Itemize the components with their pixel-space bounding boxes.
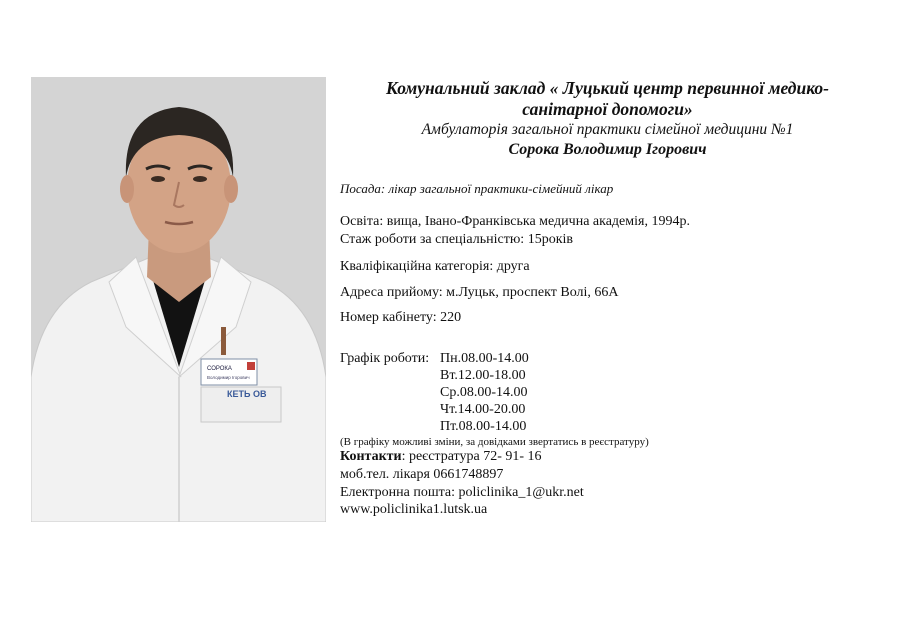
education: Освіта: вища, Івано-Франківська медична академія, 1994р. bbox=[340, 214, 690, 229]
email: Електронна пошта: policlinika_1@ukr.net bbox=[340, 485, 584, 500]
badge-subtext: Володимир Ігорович bbox=[207, 375, 250, 380]
schedule-day: Вт.12.00-18.00 bbox=[440, 368, 526, 383]
experience: Стаж роботи за спеціальністю: 15років bbox=[340, 232, 573, 247]
header bbox=[330, 78, 885, 160]
mobile-phone: моб.тел. лікаря 0661748897 bbox=[340, 467, 504, 482]
schedule-day: Чт.14.00-20.00 bbox=[440, 402, 526, 417]
website: www.policlinika1.lutsk.ua bbox=[340, 502, 488, 517]
contacts-label: Контакти bbox=[340, 449, 402, 464]
address: Адреса прийому: м.Луцьк, проспект Волі, 66А bbox=[340, 285, 619, 300]
info-block bbox=[330, 78, 885, 160]
institution-line-1: Комунальний заклад « Луцький центр первинної медико- bbox=[386, 78, 829, 98]
department: Амбулаторія загальної практики сімейної медицини №1 bbox=[421, 121, 794, 138]
doctor-name: Сорока Володимир Ігорович bbox=[508, 141, 707, 158]
institution-line-2: санітарної допомоги» bbox=[522, 99, 693, 119]
doctor-photo bbox=[31, 77, 326, 522]
position: Посада: лікар загальної практики-сімейний лікар bbox=[340, 181, 614, 196]
schedule-day: Пн.08.00-14.00 bbox=[440, 351, 529, 366]
schedule-day: Ср.08.00-14.00 bbox=[440, 385, 528, 400]
cabinet: Номер кабінету: 220 bbox=[340, 310, 462, 325]
contacts-registry-line bbox=[340, 448, 542, 465]
pocket-text: КЕТЬ ОВ bbox=[227, 389, 267, 399]
schedule-label: Графік роботи: bbox=[340, 351, 430, 366]
doctor-portrait bbox=[31, 77, 326, 522]
registry-phone: : реєстратура 72- 91- 16 bbox=[401, 449, 542, 464]
schedule-day: Пт.08.00-14.00 bbox=[440, 419, 527, 434]
badge-name: СОРОКА bbox=[207, 366, 232, 372]
qualification: Кваліфікаційна категорія: друга bbox=[340, 259, 530, 274]
schedule-note: (В графіку можливі зміни, за довідками звертатись в реєстратуру) bbox=[340, 436, 649, 448]
